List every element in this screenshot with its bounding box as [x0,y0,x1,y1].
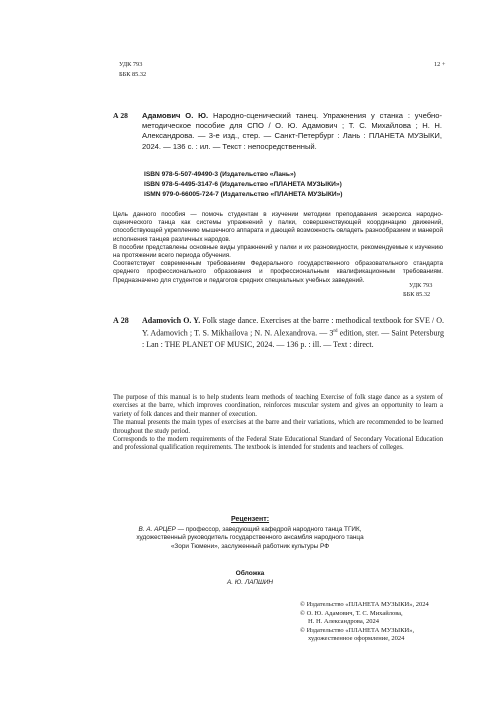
isbn-line: ISBN 978-5-507-49490-3 (Издательство «Лань») [144,171,296,178]
en-classification-code: А 28 [113,316,129,325]
reviewer-line3: «Зори Тюмени», заслуженный работник культуры РФ [170,542,330,550]
ru-bib-text: Народно-сценический танец. Упражнения у станка : учебно-методическое пособие для СПО / О. Ю. Адамович ; Т. С. Михайлова ; Н. Н. Александрова. — 3-е изд., стер. — Санкт-Петербург : Лань : ПЛАНЕТА МУЗЫКИ, 2024. — 136 с. : ил. — Текст : непосредственный. [142,111,442,151]
ru-classification-code: А 28 [113,111,128,120]
en-annotation-paragraph: Corresponds to the modern requirements of the Federal State Educational Standard of Secondary Vocational Education and professional qualification requirements. The textbook is intended for students and teachers of colleges. [113,436,443,452]
ismn-line: ISMN 979-0-66005-724-7 (Издательство «ПЛАНЕТА МУЗЫКИ») [144,191,343,198]
isbn-line: ISBN 978-5-4495-3147-6 (Издательство «ПЛАНЕТА МУЗЫКИ») [144,181,342,188]
copyright-block [300,601,429,644]
en-bib-sup: rd [333,329,338,335]
bbk-top: ББК 85.32 [119,71,147,78]
reviewer-name: В. А. АРЦЕР [138,526,176,533]
copyright-line: Н. Н. Александрова, 2024 [308,618,379,625]
en-bib-text-2: edition, ster. — Saint Petersburg : Lan : THE PLANET OF MUSIC, 2024. — 136 p. : ill. — Text : direct. [142,328,444,350]
copyright-line: © О. Ю. Адамович, Т. С. Михайлова, [300,609,403,617]
cover-designer: А. Ю. ЛАПШИН [226,579,274,586]
en-annotation [113,394,443,453]
ru-annotation-paragraph: Цель данного пособия — помочь студентам в изучении методики преподавания экзерсиса народно-сценического танца как системы упражнений у палки, совершенствующей координацию движений, способствующей укреплению мышечного аппарата и дающей возможность овладеть разнообразием и манерой исполнения танцев различных народов. [113,211,443,243]
ru-annotation [113,211,443,285]
reviewer-title: Рецензент: [230,516,270,523]
copyright-line: © Издательство «ПЛАНЕТА МУЗЫКИ», [300,626,415,634]
reviewer-line2: художественный руководитель государственного ансамбля народного танца [136,534,364,542]
copyright-line: художественное оформление, 2024 [308,635,405,642]
en-annotation-paragraph: The manual presents the main types of exercises at the barre and their variations, which are recommended to be learned throughout the study period. [113,419,443,435]
ru-annotation-paragraph: Соответствует современным требованиям Федерального государственного образовательного стандарта среднего профессионального образования и профессиональным квалификационным требованиям. Предназначено для студентов и педагогов средних специальных учебных заведений. [113,260,443,284]
ru-annotation-paragraph: В пособии представлены основные виды упражнений у палки и их разновидности, рекомендуемые к изучению на протяжении всего периода обучения. [113,243,443,260]
reviewer-text [0,526,500,551]
copyright-line: © Издательство «ПЛАНЕТА МУЗЫКИ», 2024 [300,601,429,608]
ru-bibliographic-record [142,111,442,152]
ru-author: Адамович О. Ю. [142,111,209,120]
reviewer-line1: — профессор, заведующий кафедрой народного танца ТГИК, [175,526,362,533]
en-bibliographic-record [142,315,444,350]
bbk-en: ББК 85.32 [403,291,431,298]
en-author: Adamovich O. Y. [142,316,201,325]
isbn-block [144,170,343,200]
age-rating: 12 + [434,61,446,68]
udk-top: УДК 793 [119,61,143,68]
en-annotation-paragraph: The purpose of this manual is to help students learn methods of teaching Exercise of folk stage dance as a system of exercises at the barre, which improves coordination, reinforces muscular system and gives an opportunity to learn a variety of folk dances and their manner of execution. [113,394,443,418]
en-bib-text-1: Folk stage dance. Exercises at the barre : methodical textbook for SVE / O. Y. Adamovich ; T. S. Mikhailova ; N. N. Alexandrova. — 3 [142,316,445,338]
udk-en: УДК 793 [409,282,433,289]
cover-title: Обложка [235,570,265,577]
